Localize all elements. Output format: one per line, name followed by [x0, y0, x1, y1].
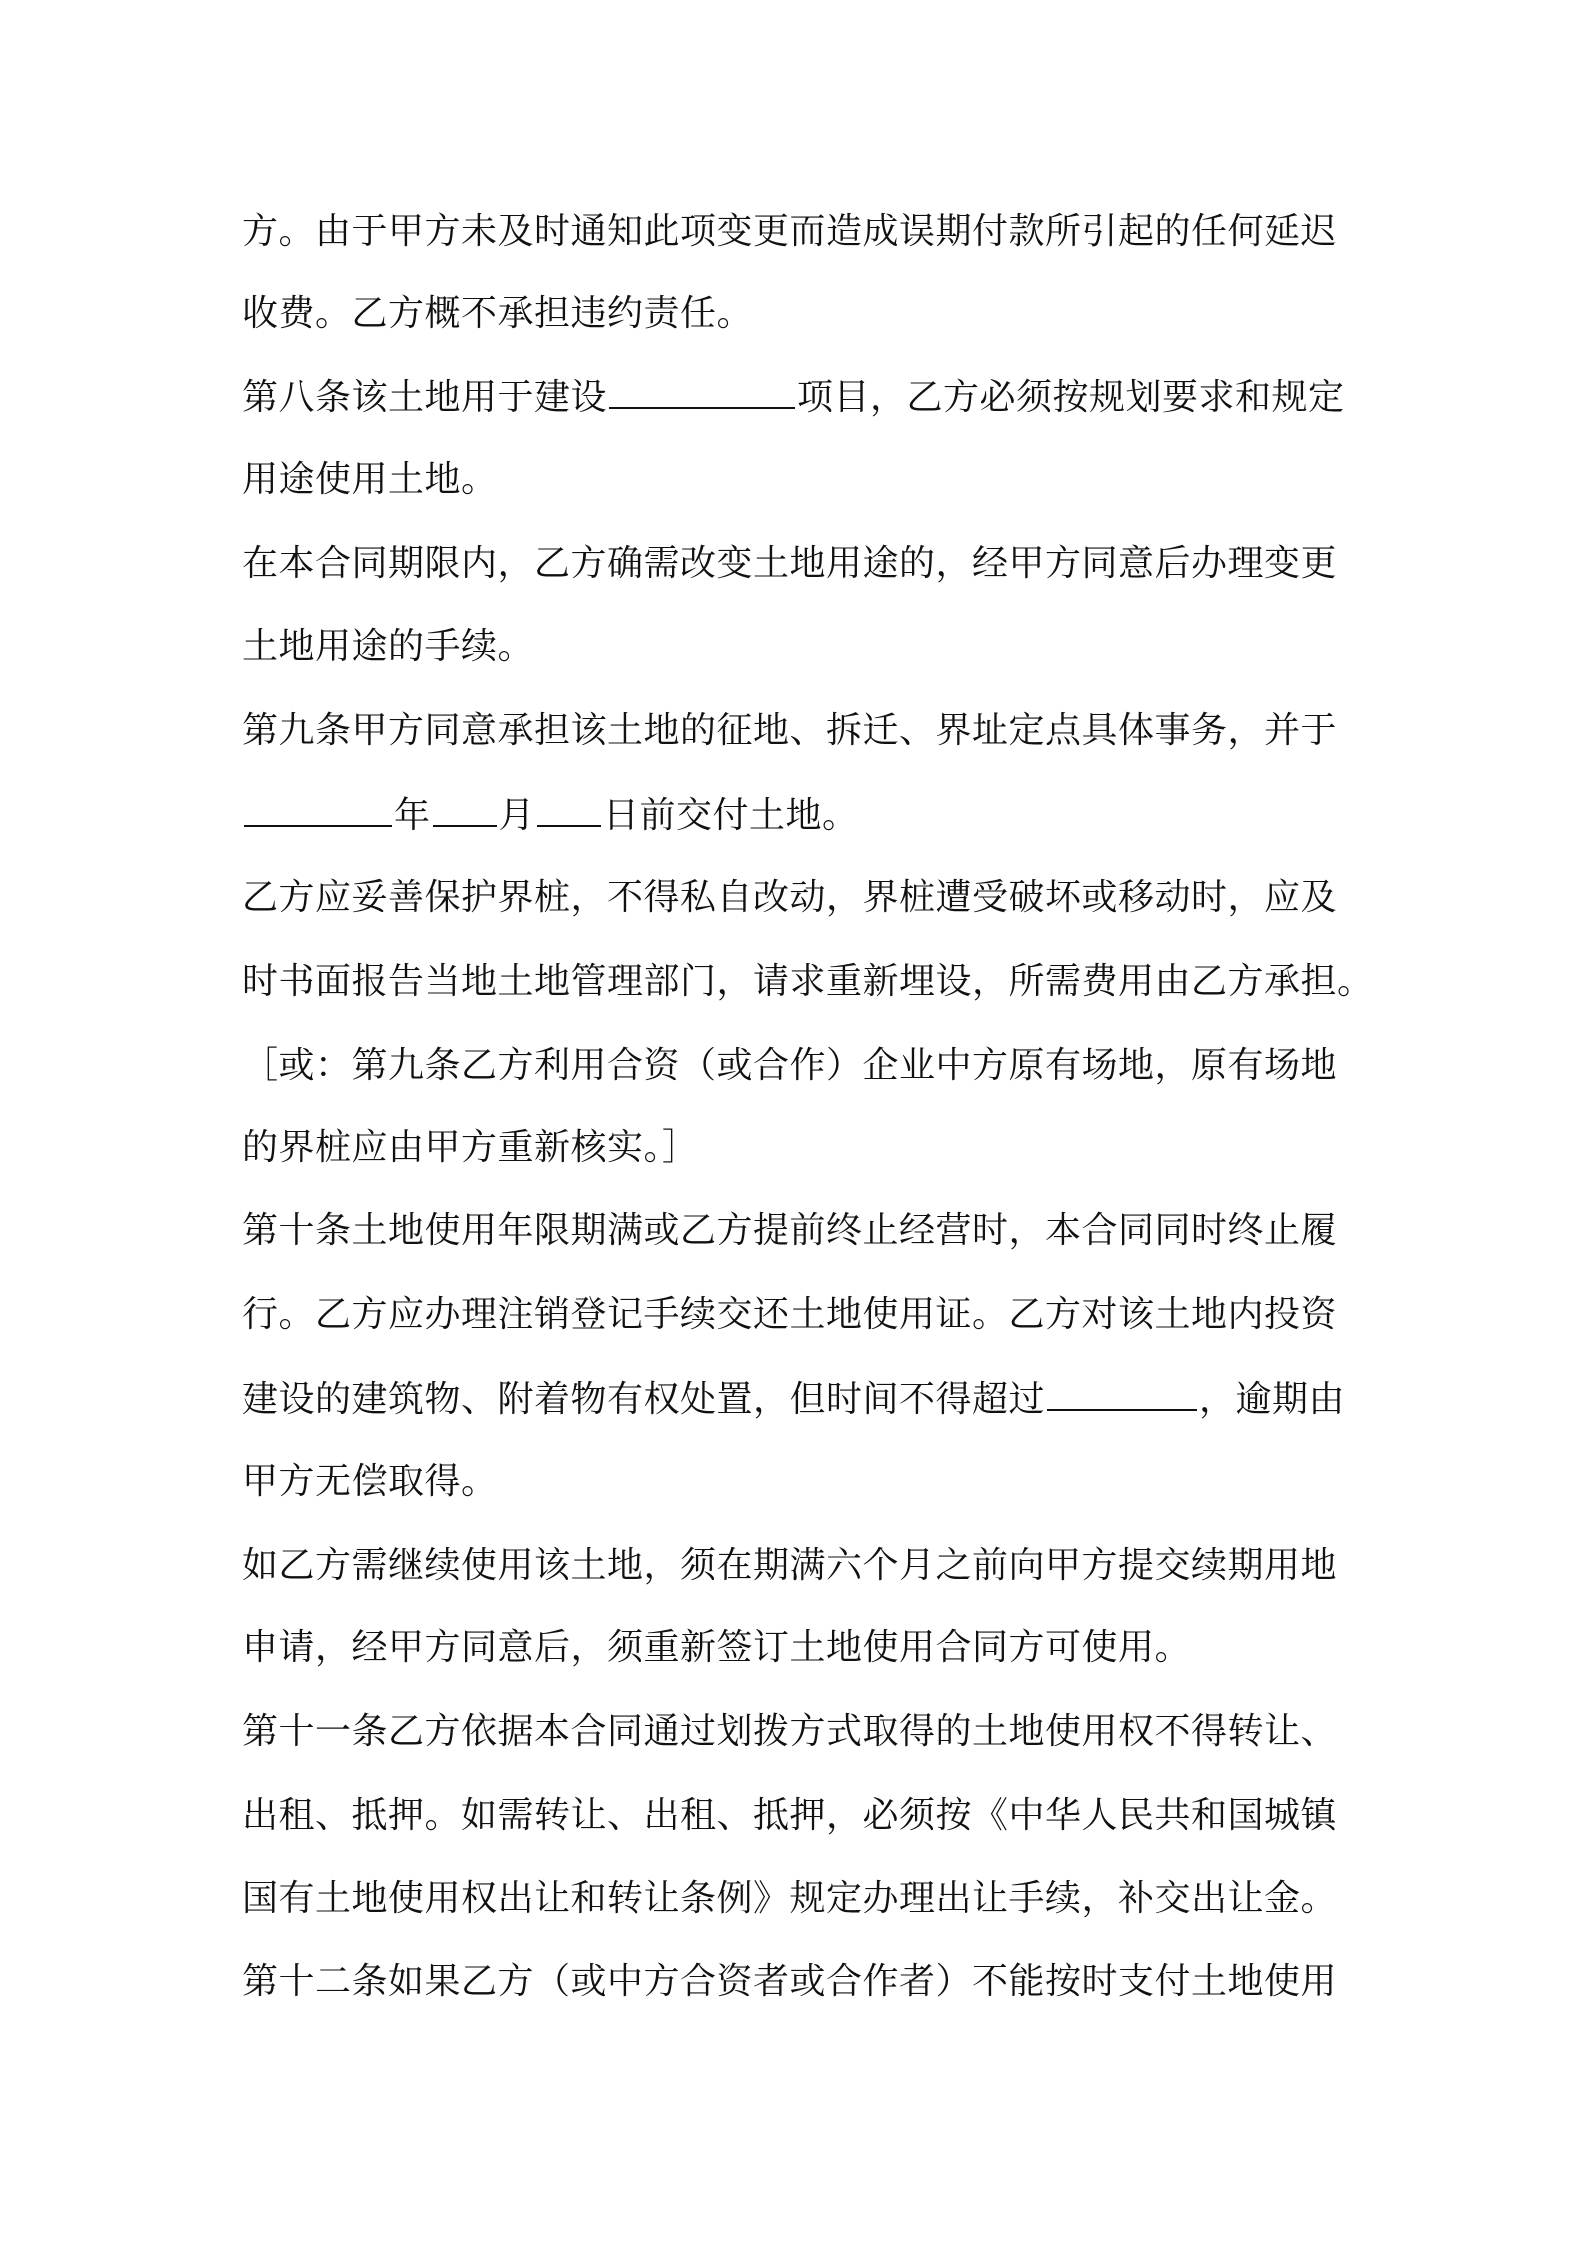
- article-8-line: [242, 367, 1362, 427]
- paragraph-line: 出租、抵押。如需转让、出租、抵押，必须按《中华人民共和国城镇: [242, 1795, 1338, 1836]
- paragraph-line: 第十条土地使用年限期满或乙方提前终止经营时，本合同同时终止履: [242, 1210, 1338, 1251]
- year-label: 年: [394, 795, 431, 836]
- paragraph-line: 如乙方需继续使用该土地，须在期满六个月之前向甲方提交续期用地: [242, 1545, 1338, 1586]
- paragraph-line: 国有土地使用权出让和转让条例》规定办理出让手续，补交出让金。: [242, 1878, 1338, 1919]
- paragraph-line: 甲方无偿取得。: [242, 1461, 498, 1502]
- paragraph-line: 方。由于甲方未及时通知此项变更而造成误期付款所引起的任何延迟: [242, 211, 1338, 252]
- day-label: 日前交付土地。: [603, 795, 859, 836]
- month-label: 月: [498, 795, 536, 836]
- disposal-time-blank: [1047, 1369, 1197, 1411]
- article-8-text-before: 第八条该土地用于建设: [242, 377, 608, 418]
- paragraph-line: 乙方应妥善保护界桩，不得私自改动，界桩遭受破坏或移动时，应及: [242, 877, 1338, 918]
- delivery-date-line: [242, 785, 1362, 845]
- paragraph-line: 时书面报告当地土地管理部门，请求重新埋设，所需费用由乙方承担。: [242, 961, 1374, 1002]
- paragraph-line: 行。乙方应办理注销登记手续交还土地使用证。乙方对该土地内投资: [242, 1294, 1338, 1335]
- paragraph-line: 申请，经甲方同意后，须重新签订土地使用合同方可使用。: [242, 1627, 1192, 1668]
- disposal-text-before: 建设的建筑物、附着物有权处置，但时间不得超过: [242, 1379, 1046, 1420]
- paragraph-line: 第十一条乙方依据本合同通过划拨方式取得的土地使用权不得转让、: [242, 1711, 1338, 1752]
- paragraph-line: 土地用途的手续。: [242, 626, 535, 667]
- day-blank: [537, 785, 601, 827]
- article-8-text-after: 项目，乙方必须按规划要求和规定: [797, 377, 1345, 418]
- paragraph-line: 第十二条如果乙方（或中方合资者或合作者）不能按时支付土地使用: [242, 1961, 1338, 2002]
- paragraph-line: 用途使用土地。: [242, 459, 498, 500]
- paragraph-line: 第九条甲方同意承担该土地的征地、拆迁、界址定点具体事务，并于: [242, 710, 1338, 751]
- paragraph-line: 的界桩应由甲方重新核实。］: [242, 1127, 699, 1168]
- disposal-period-line: [242, 1369, 1362, 1429]
- year-blank: [244, 785, 392, 827]
- paragraph-line: 收费。乙方概不承担违约责任。: [242, 293, 754, 334]
- paragraph-line: ［或：第九条乙方利用合资（或合作）企业中方原有场地，原有场地: [242, 1045, 1338, 1086]
- month-blank: [433, 785, 497, 827]
- disposal-text-after: ，逾期由: [1199, 1379, 1346, 1420]
- paragraph-line: 在本合同期限内，乙方确需改变土地用途的，经甲方同意后办理变更: [242, 543, 1338, 584]
- project-name-blank: [609, 367, 795, 409]
